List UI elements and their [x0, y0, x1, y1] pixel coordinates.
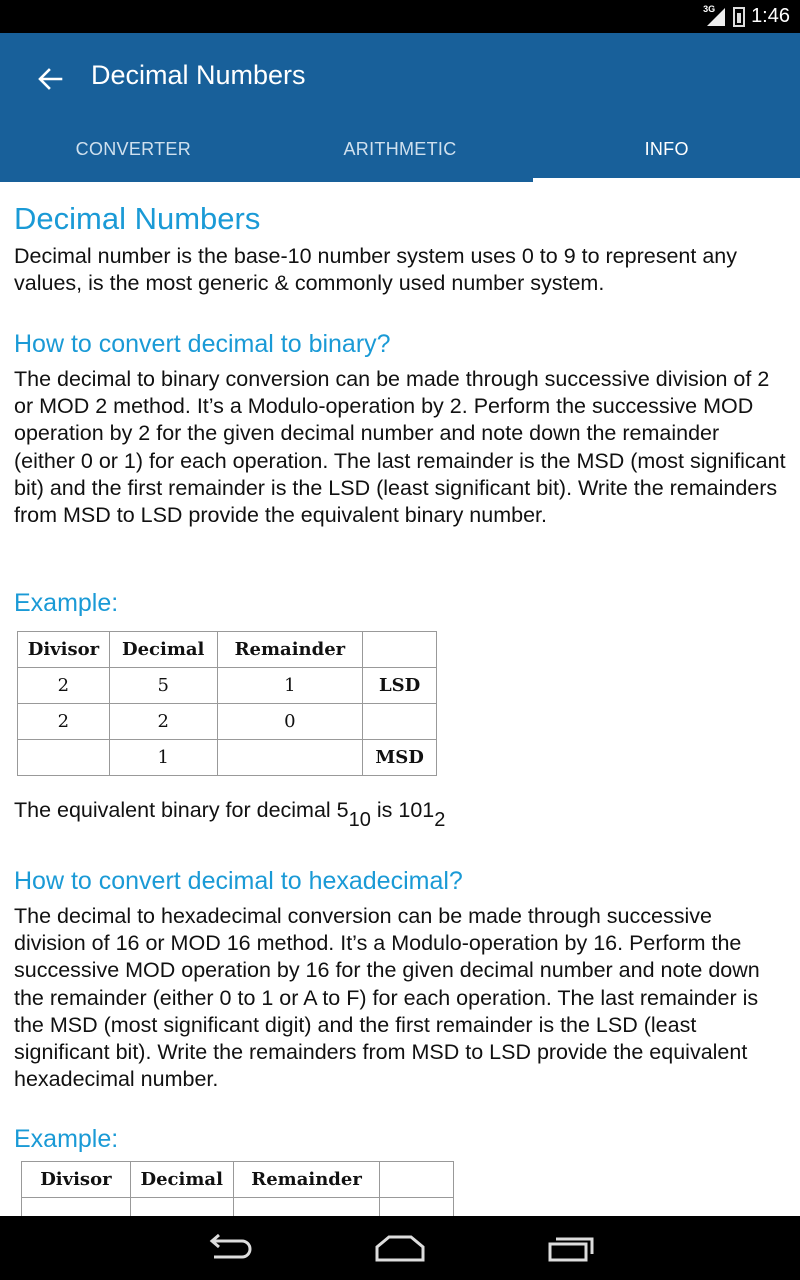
- result-prefix: The equivalent binary for decimal: [14, 798, 337, 822]
- table-header-cell: Remainder: [217, 632, 363, 668]
- network-type: 3G: [703, 3, 716, 14]
- table-cell: 1: [109, 740, 217, 776]
- table-cell: [130, 1198, 233, 1217]
- recents-icon: [546, 1233, 596, 1263]
- result-decimal-base: 10: [348, 809, 371, 831]
- table-cell: [18, 740, 110, 776]
- nav-recents-button[interactable]: [541, 1228, 601, 1268]
- tab-info[interactable]: INFO: [533, 116, 800, 182]
- table-cell: [233, 1198, 380, 1217]
- table-cell: 2: [109, 704, 217, 740]
- table-header-cell: Divisor: [22, 1162, 131, 1198]
- table-cell: [22, 1198, 131, 1217]
- back-button[interactable]: [30, 59, 70, 99]
- table-header-cell: Decimal: [130, 1162, 233, 1198]
- table-cell: [380, 1198, 454, 1217]
- table-header-row: [18, 632, 437, 668]
- table-row: [18, 740, 437, 776]
- hex-example-table: [21, 1161, 454, 1216]
- hex-example-label: Example:: [14, 1125, 119, 1153]
- nav-home-button[interactable]: [370, 1228, 430, 1268]
- table-cell: [363, 704, 437, 740]
- msd-tag-cell: MSD: [363, 740, 437, 776]
- signal-icon: [703, 3, 727, 28]
- binary-result: [14, 798, 446, 831]
- status-icons: [703, 0, 790, 33]
- app-bar: [0, 33, 800, 182]
- navigation-bar: [0, 1216, 800, 1280]
- table-header-cell: Remainder: [233, 1162, 380, 1198]
- hex-section-text: The decimal to hexadecimal conversion can be made through successive division of 16 or MOD 16 method. It’s a Modulo-operation by 16. Perform the successive MOD operation by 16 for the given decimal number and note down the remainder (either 0 to 1 or A to F) for each operation. The last remainder is the MSD (most significant digit) and the first remainder is the LSD (least significant bit). Write the remainders from MSD to LSD provide the equivalent hexadecimal number.: [14, 904, 760, 1092]
- app-title: Decimal Numbers: [91, 60, 306, 90]
- binary-example-table: [17, 631, 437, 776]
- table-header-cell: Divisor: [18, 632, 110, 668]
- page-heading: Decimal Numbers: [14, 201, 261, 236]
- home-icon: [373, 1233, 427, 1263]
- result-decimal: 5: [336, 798, 349, 822]
- table-cell: 5: [109, 668, 217, 704]
- table-header-cell: Decimal: [109, 632, 217, 668]
- table-cell: 0: [217, 704, 363, 740]
- table-row: [22, 1198, 454, 1217]
- back-icon: [204, 1233, 254, 1263]
- tab-arithmetic[interactable]: ARITHMETIC: [343, 138, 457, 159]
- tab-converter[interactable]: CONVERTER: [75, 138, 192, 159]
- table-header-cell: [380, 1162, 454, 1198]
- info-content[interactable]: [14, 182, 786, 1216]
- result-middle: is: [370, 798, 399, 822]
- table-cell: 2: [18, 704, 110, 740]
- binary-example-label: Example:: [14, 589, 119, 617]
- status-bar: [0, 0, 800, 33]
- table-row: [18, 704, 437, 740]
- result-binary: 101: [398, 798, 435, 822]
- lsd-tag-cell: LSD: [363, 668, 437, 704]
- battery-icon: [733, 7, 745, 27]
- table-cell: 2: [18, 668, 110, 704]
- table-cell: [217, 740, 363, 776]
- table-cell: 1: [217, 668, 363, 704]
- result-binary-base: 2: [434, 809, 446, 831]
- arrow-left-icon: [37, 66, 63, 92]
- nav-back-button[interactable]: [199, 1228, 259, 1268]
- intro-text: Decimal number is the base-10 number system uses 0 to 9 to represent any values, is the most generic & commonly used number system.: [14, 244, 737, 296]
- status-time: 1:46: [751, 5, 790, 27]
- tab-bar: [0, 116, 800, 182]
- table-header-row: [22, 1162, 454, 1198]
- binary-section-title: How to convert decimal to binary?: [14, 330, 391, 358]
- table-header-cell: [363, 632, 437, 668]
- hex-section-title: How to convert decimal to hexadecimal?: [14, 867, 463, 895]
- binary-section-text: The decimal to binary conversion can be made through successive division of 2 or MOD 2 method. It’s a Modulo-operation by 2. Perform the successive MOD operation by 2 for the given decimal number and note down the remainder (either 0 or 1) for each operation. The last remainder is the MSD (most significant bit) and the first remainder is the LSD (least significant bit). Write the remainders from MSD to LSD provide the equivalent binary number.: [14, 367, 786, 528]
- table-row: [18, 668, 437, 704]
